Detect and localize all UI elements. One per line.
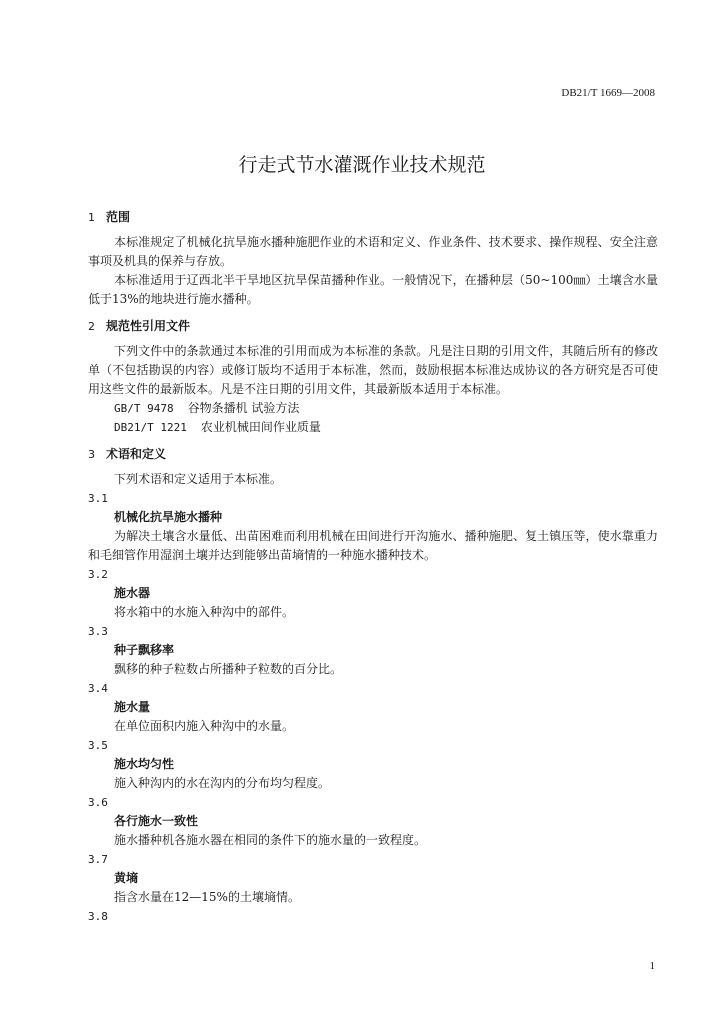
- term-name: 施水量: [114, 700, 151, 714]
- reference-name: 谷物条播机 试验方法: [187, 401, 300, 415]
- section-3-heading: [88, 447, 658, 470]
- term-definition: 将水箱中的水施入种沟中的部件。: [114, 605, 295, 619]
- term-number: 3.2: [88, 568, 108, 581]
- section-3-intro: 下列术语和定义适用于本标准。: [114, 472, 283, 486]
- document-body: [88, 210, 658, 926]
- reference-item: [88, 399, 658, 418]
- section-2-paragraph: 下列文件中的条款通过本标准的引用而成为本标准的条款。凡是注日期的引用文件，其随后所有的修改单（不包括勘误的内容）或修订版均不适用于本标准，然而，鼓励根据本标准达成协议的各方研究是否可使用这些文件的最新版本。凡是不注日期的引用文件，其最新版本适用于本标准。: [88, 344, 658, 396]
- section-2-heading: [88, 319, 658, 342]
- term-name: 各行施水一致性: [114, 814, 199, 828]
- term-name: 黄墒: [114, 871, 139, 885]
- term-name: 种子飘移率: [114, 643, 175, 657]
- section-number: 1: [88, 211, 95, 224]
- section-number: 3: [88, 448, 95, 461]
- section-1-heading: [88, 210, 658, 233]
- reference-code: GB/T 9478: [114, 402, 174, 415]
- term-number: 3.7: [88, 853, 108, 866]
- section-title: 规范性引用文件: [106, 319, 191, 333]
- document-code: DB21/T 1669—2008: [561, 87, 655, 99]
- term-definition: 在单位面积内施入种沟中的水量。: [114, 719, 295, 733]
- term-number: 3.6: [88, 796, 108, 809]
- term-number: 3.1: [88, 492, 108, 505]
- term-name: 施水器: [114, 586, 151, 600]
- term-number: 3.5: [88, 739, 108, 752]
- term-name: 机械化抗旱施水播种: [114, 510, 223, 524]
- section-1-paragraph: 本标准适用于辽西北半干旱地区抗旱保苗播种作业。一般情况下，在播种层（50~100㎜）土壤含水量低于13%的地块进行施水播种。: [88, 273, 658, 306]
- term-definition: 施水播种机各施水器在相同的条件下的施水量的一致程度。: [114, 833, 427, 847]
- term-definition: 飘移的种子粒数占所播种子粒数的百分比。: [114, 662, 343, 676]
- reference-name: 农业机械田间作业质量: [200, 420, 321, 434]
- term-definition: 施入种沟内的水在沟内的分布均匀程度。: [114, 776, 331, 790]
- section-title: 范围: [106, 210, 131, 224]
- term-definition: 指含水量在12—15%的土壤墒情。: [114, 890, 300, 904]
- section-title: 术语和定义: [106, 447, 167, 461]
- page-number: 1: [649, 960, 655, 972]
- section-number: 2: [88, 320, 95, 333]
- term-number: 3.3: [88, 625, 108, 638]
- term-number: 3.4: [88, 682, 108, 695]
- term-name: 施水均匀性: [114, 757, 175, 771]
- term-number: 3.8: [88, 910, 108, 923]
- term-definition: 为解决土壤含水量低、出苗困难而利用机械在田间进行开沟施水、播种施肥、复土镇压等，使水靠重力和毛细管作用湿润土壤并达到能够出苗墒情的一种施水播种技术。: [88, 529, 658, 562]
- reference-code: DB21/T 1221: [114, 421, 187, 434]
- section-1-paragraph: 本标准规定了机械化抗旱施水播种施肥作业的术语和定义、作业条件、技术要求、操作规程、安全注意事项及机具的保养与存放。: [88, 235, 658, 268]
- reference-item: [88, 418, 658, 437]
- document-title: 行走式节水灌溉作业技术规范: [238, 154, 486, 176]
